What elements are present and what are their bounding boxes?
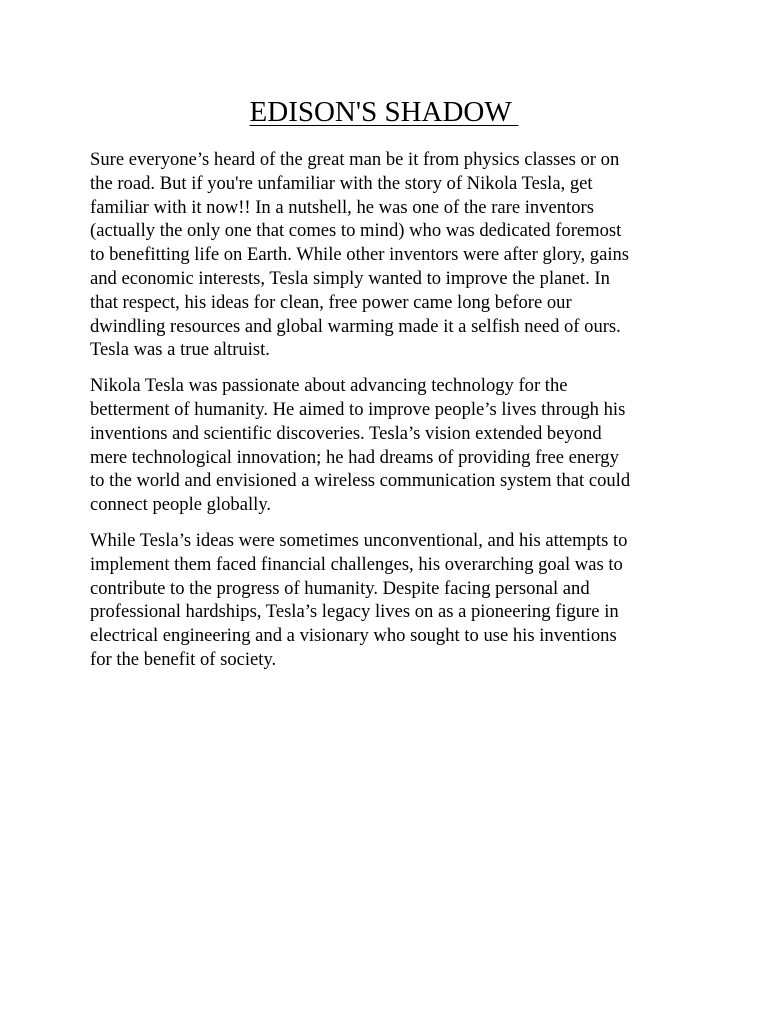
paragraph-1: Sure everyone’s heard of the great man be it from physics classes or on the road. But if you're unfamiliar with the story of Nikola Tesla, get familiar with it now!! In a nutshell, he was one of the rare inventors (actually the only one that comes to mind) who was dedicated foremost to benefitting life on Earth. While other inventors were after glory, gains and economic interests, Tesla simply wanted to improve the planet. In that respect, his ideas for clean, free power came long before our dwindling resources and global warming made it a selfish need of ours. Tesla was a true altruist. — [90, 149, 630, 361]
document-title-text: EDISON'S SHADOW — [249, 96, 519, 128]
document-title — [0, 94, 768, 130]
paragraph-3: While Tesla’s ideas were sometimes unconventional, and his attempts to implement them faced financial challenges, his overarching goal was to contribute to the progress of humanity. Despite facing personal and professional hardships, Tesla’s legacy lives on as a pioneering figure in electrical engineering and a visionary who sought to use his inventions for the benefit of society. — [90, 529, 628, 670]
paragraph-2: Nikola Tesla was passionate about advancing technology for the betterment of humanity. He aimed to improve people’s lives through his inventions and scientific discoveries. Tesla’s vision extended beyond mere technological innovation; he had dreams of providing free energy to the world and envisioned a wireless communication system that could connect people globally. — [90, 375, 631, 516]
document-body — [90, 148, 682, 684]
